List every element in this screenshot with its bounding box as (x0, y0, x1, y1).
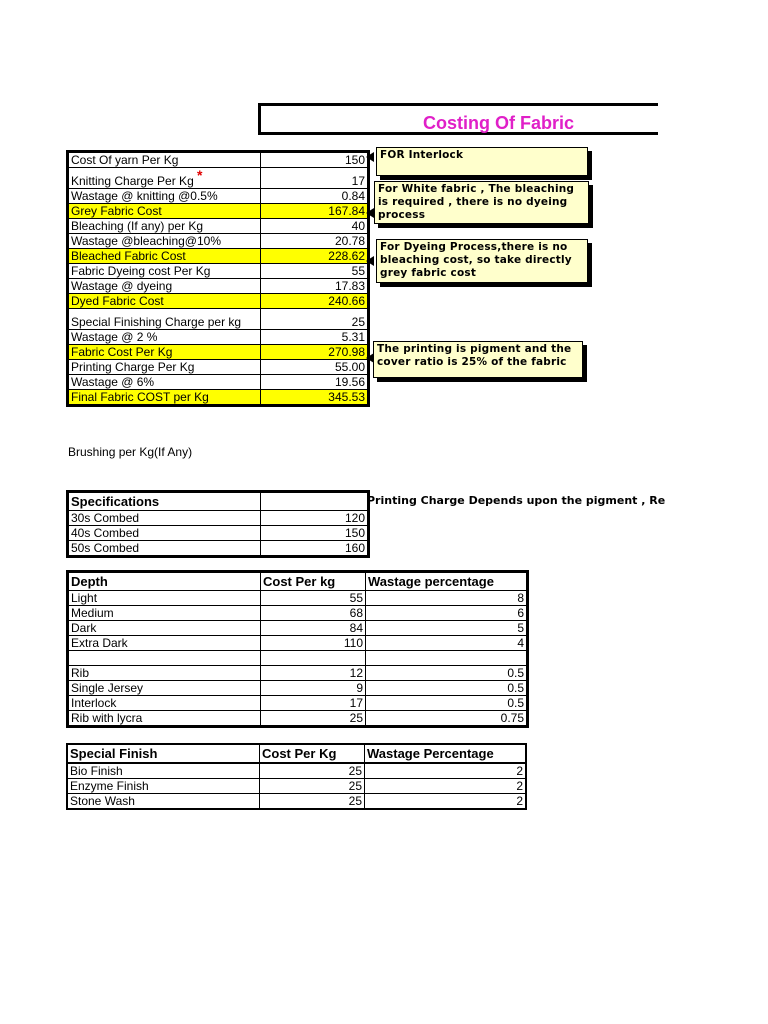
row-label: Special Finishing Charge per kg (68, 309, 261, 330)
row-label: Fabric Dyeing cost Per Kg (68, 264, 261, 279)
row-value: 55 (261, 264, 369, 279)
row-label: Rib with lycra (68, 711, 261, 727)
row-value: 0.84 (261, 189, 369, 204)
row-label: Medium (68, 606, 261, 621)
row-value: 17 (261, 168, 369, 189)
table-row (68, 234, 369, 249)
row-wastage: 0.5 (366, 681, 528, 696)
table-row (68, 541, 369, 557)
table-row (68, 591, 528, 606)
row-value: 240.66 (261, 294, 369, 309)
table-row (67, 794, 526, 810)
table-row (68, 651, 528, 666)
table-row (68, 168, 369, 189)
table-row (68, 249, 369, 264)
row-value: 150 (261, 526, 369, 541)
row-value: 25 (261, 309, 369, 330)
table-row (68, 360, 369, 375)
wastage-header: Wastage percentage (366, 572, 528, 591)
depth-header: Depth (68, 572, 261, 591)
row-cost: 68 (261, 606, 366, 621)
row-label (68, 651, 261, 666)
row-label: 30s Combed (68, 511, 261, 526)
row-label: Wastage @ dyeing (68, 279, 261, 294)
note-dyeing-process: For Dyeing Process,there is no bleaching cost, so take directly grey fabric cost (376, 239, 588, 283)
row-label: 50s Combed (68, 541, 261, 557)
table-row (68, 375, 369, 390)
table-row (67, 779, 526, 794)
row-cost: 9 (261, 681, 366, 696)
cost-header: Cost Per kg (261, 572, 366, 591)
specifications-table (66, 490, 370, 558)
table-row (68, 511, 369, 526)
row-value: 55.00 (261, 360, 369, 375)
table-row (68, 711, 528, 727)
row-wastage: 0.5 (366, 696, 528, 711)
arrow-pointer (366, 256, 374, 266)
row-label: Rib (68, 666, 261, 681)
row-label: Wastage @ 2 % (68, 330, 261, 345)
row-cost: 25 (261, 711, 366, 727)
arrow-pointer (366, 152, 374, 162)
cost-table (66, 150, 370, 407)
row-label: Grey Fabric Cost (68, 204, 261, 219)
row-label: Bleaching (If any) per Kg (68, 219, 261, 234)
row-value: 345.53 (261, 390, 369, 406)
table-row (67, 763, 526, 779)
row-cost: 12 (261, 666, 366, 681)
table-row (68, 279, 369, 294)
arrow-pointer (366, 353, 374, 363)
row-label: Fabric Cost Per Kg (68, 345, 261, 360)
row-wastage: 4 (366, 636, 528, 651)
table-row (68, 294, 369, 309)
wastage-header: Wastage Percentage (365, 744, 527, 763)
row-cost: 25 (260, 794, 365, 810)
table-row (68, 204, 369, 219)
row-label: Wastage @ knitting @0.5% (68, 189, 261, 204)
row-wastage: 2 (365, 794, 527, 810)
row-label: 40s Combed (68, 526, 261, 541)
table-row (68, 152, 369, 168)
row-value: 120 (261, 511, 369, 526)
table-row (68, 264, 369, 279)
finish-header: Special Finish (67, 744, 260, 763)
row-cost: 84 (261, 621, 366, 636)
row-cost: 55 (261, 591, 366, 606)
table-row (68, 189, 369, 204)
arrow-pointer (366, 208, 374, 218)
row-value: 270.98 (261, 345, 369, 360)
special-finish-table (66, 743, 527, 810)
table-row (68, 621, 528, 636)
row-label: Bio Finish (67, 763, 260, 779)
row-value: 17.83 (261, 279, 369, 294)
row-wastage (366, 651, 528, 666)
row-value: 228.62 (261, 249, 369, 264)
page-title: Costing Of Fabric (423, 113, 575, 133)
table-row (68, 696, 528, 711)
row-label: Printing Charge Per Kg (68, 360, 261, 375)
spec-header: Specifications (68, 492, 261, 511)
brushing-label: Brushing per Kg(If Any) (68, 445, 193, 459)
row-value: 19.56 (261, 375, 369, 390)
row-wastage: 6 (366, 606, 528, 621)
row-label: Knitting Charge Per Kg (68, 168, 261, 189)
row-label: Cost Of yarn Per Kg (68, 152, 261, 168)
table-row (68, 526, 369, 541)
row-label: Extra Dark (68, 636, 261, 651)
note-white-fabric: For White fabric , The bleaching is required , there is no dyeing process (374, 181, 589, 224)
table-row (68, 681, 528, 696)
row-label: Enzyme Finish (67, 779, 260, 794)
printing-charge-note: Printing Charge Depends upon the pigment , Re (367, 494, 666, 507)
row-cost (261, 651, 366, 666)
row-cost: 17 (261, 696, 366, 711)
cost-header: Cost Per Kg (260, 744, 365, 763)
table-row (68, 330, 369, 345)
note-printing: The printing is pigment and the cover ratio is 25% of the fabric (373, 341, 583, 378)
row-label: Dyed Fabric Cost (68, 294, 261, 309)
table-row (68, 219, 369, 234)
row-label: Single Jersey (68, 681, 261, 696)
row-cost: 25 (260, 779, 365, 794)
row-wastage: 2 (365, 763, 527, 779)
table-row (68, 606, 528, 621)
row-label: Interlock (68, 696, 261, 711)
row-wastage: 8 (366, 591, 528, 606)
asterisk-mark: * (197, 167, 203, 183)
row-value: 5.31 (261, 330, 369, 345)
row-label: Light (68, 591, 261, 606)
row-wastage: 0.75 (366, 711, 528, 727)
row-wastage: 0.5 (366, 666, 528, 681)
row-label: Stone Wash (67, 794, 260, 810)
table-row (68, 390, 369, 406)
row-value: 20.78 (261, 234, 369, 249)
row-cost: 25 (260, 763, 365, 779)
row-label: Wastage @ 6% (68, 375, 261, 390)
row-value: 40 (261, 219, 369, 234)
table-row (68, 666, 528, 681)
depth-table (66, 570, 529, 728)
row-value: 167.84 (261, 204, 369, 219)
row-label: Bleached Fabric Cost (68, 249, 261, 264)
row-value: 150 (261, 152, 369, 168)
row-label: Wastage @bleaching@10% (68, 234, 261, 249)
table-row (68, 636, 528, 651)
row-wastage: 2 (365, 779, 527, 794)
note-interlock: FOR Interlock (376, 147, 588, 176)
table-row (68, 345, 369, 360)
row-value: 160 (261, 541, 369, 557)
row-wastage: 5 (366, 621, 528, 636)
row-label: Final Fabric COST per Kg (68, 390, 261, 406)
row-label: Dark (68, 621, 261, 636)
table-row (68, 309, 369, 330)
row-cost: 110 (261, 636, 366, 651)
